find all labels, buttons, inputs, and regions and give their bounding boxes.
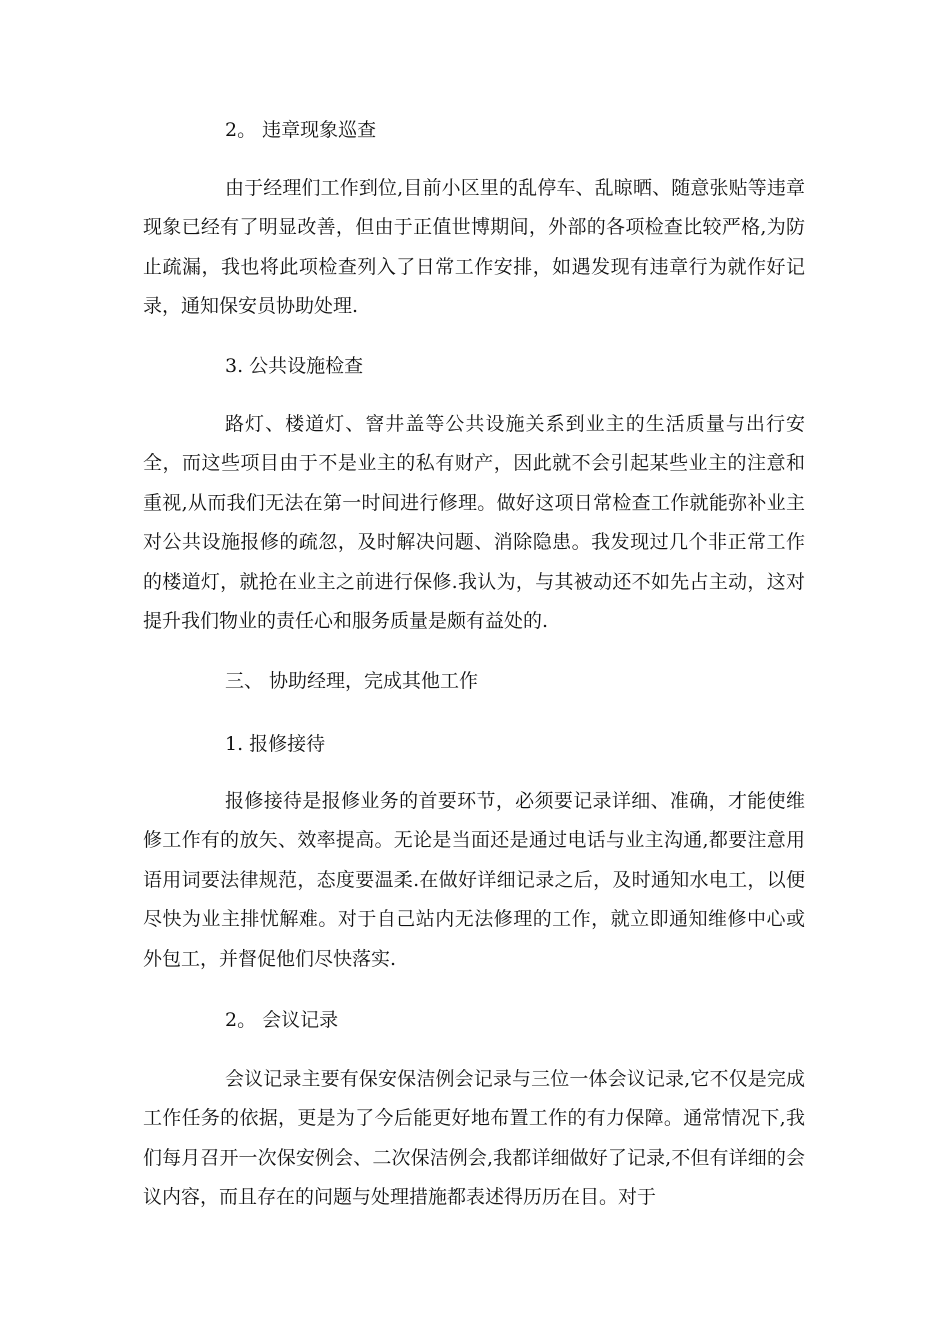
heading-violation-patrol: 2。 违章现象巡查 bbox=[225, 119, 377, 141]
heading-repair-reception: 1. 报修接待 bbox=[225, 733, 326, 755]
heading-meeting-minutes: 2。 会议记录 bbox=[225, 1009, 339, 1031]
paragraph-facility-inspection: 路灯、楼道灯、窨井盖等公共设施关系到业主的生活质量与出行安全，而这些项目由于不是业主的私有财产，因此就不会引起某些业主的注意和重视,从而我们无法在第一时间进行修理。做好这项日常检查工作就能弥补业主对公共设施报修的疏忽，及时解决问题、消除隐患。我发现过几个非正常工作的楼道灯，就抢在业主之前进行保修.我认为，与其被动还不如先占主动，这对提升我们物业的责任心和服务质量是颇有益处的. bbox=[143, 413, 805, 633]
heading-facility-inspection: 3. 公共设施检查 bbox=[225, 355, 364, 377]
paragraph-violation-patrol: 由于经理们工作到位,目前小区里的乱停车、乱晾晒、随意张贴等违章现象已经有了明显改善，但由于正值世博期间，外部的各项检查比较严格,为防止疏漏，我也将此项检查列入了日常工作安排，如遇发现有违章行为就作好记录，通知保安员协助处理. bbox=[143, 177, 805, 318]
paragraph-meeting-minutes: 会议记录主要有保安保洁例会记录与三位一体会议记录,它不仅是完成工作任务的依据，更是为了今后能更好地布置工作的有力保障。通常情况下,我们每月召开一次保安例会、二次保洁例会,我都详细做好了记录,不但有详细的会议内容，而且存在的问题与处理措施都表述得历历在目。对于 bbox=[143, 1068, 805, 1209]
heading-assist-manager: 三、 协助经理，完成其他工作 bbox=[225, 670, 479, 692]
paragraph-repair-reception: 报修接待是报修业务的首要环节，必须要记录详细、准确，才能使维修工作有的放矢、效率提高。无论是当面还是通过电话与业主沟通,都要注意用语用词要法律规范，态度要温柔.在做好详细记录之后，及时通知水电工，以便尽快为业主排忧解难。对于自己站内无法修理的工作，就立即通知维修中心或外包工，并督促他们尽快落实. bbox=[143, 790, 805, 970]
